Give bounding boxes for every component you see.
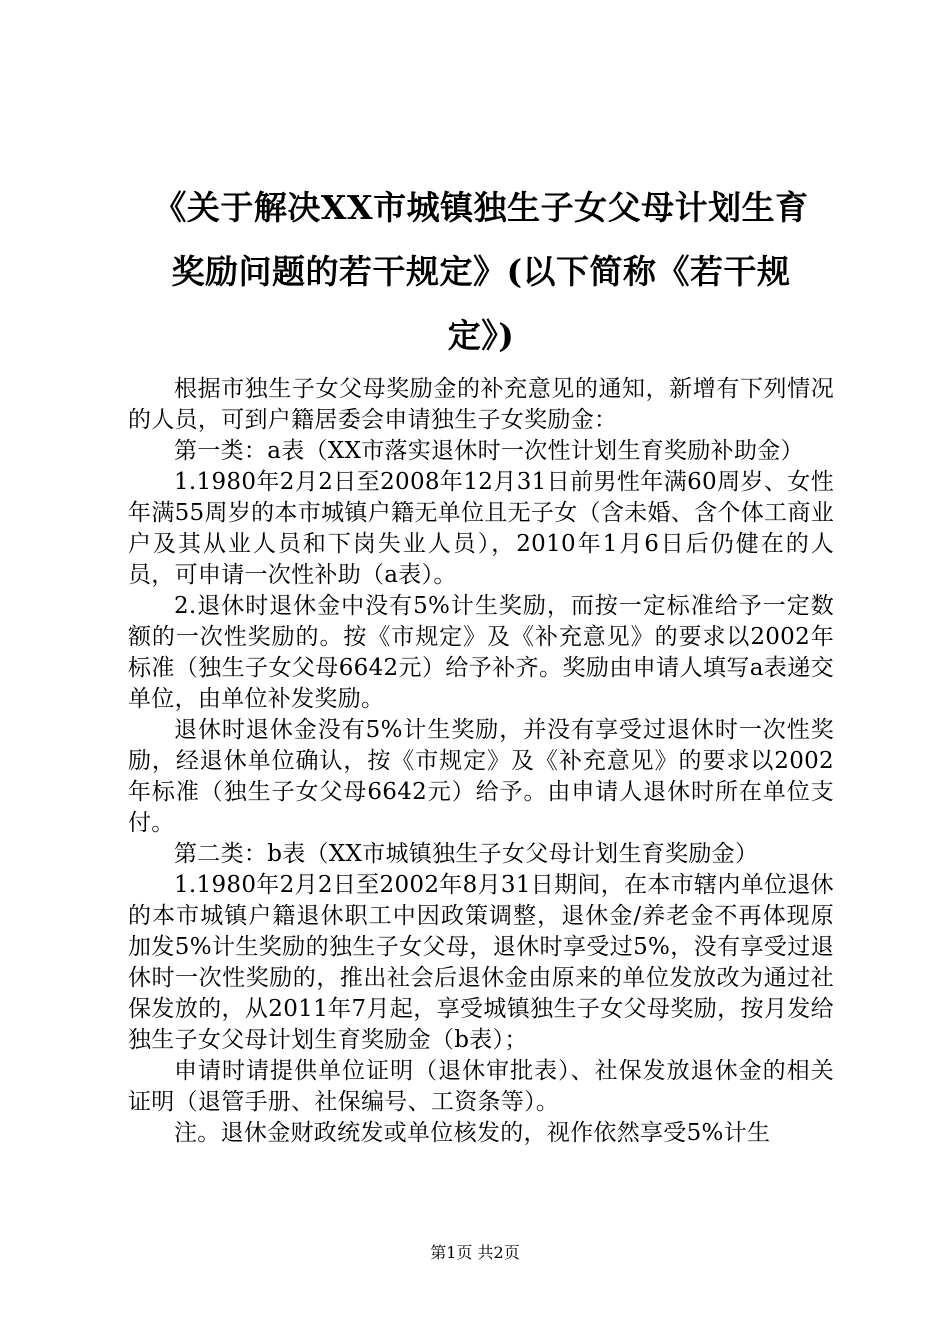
title-line-1: 《关于解决XX市城镇独生子女父母计划生育	[153, 188, 809, 227]
paragraph-note: 注。退休金财政统发或单位核发的，视作依然享受5%计生	[174, 1120, 771, 1146]
document-body	[128, 374, 834, 1149]
paragraph-item-2-note: 退休时退休金没有5%计生奖励，并没有享受过退休时一次性奖励，经退休单位确认，按《市规定》及《补充意见》的要求以2002年标准（独生子女父母6642元）给予。由申请人退休时所在单位支付。	[128, 717, 834, 836]
paragraph-category-one: 第一类：a表（XX市落实退休时一次性计划生育奖励补助金）	[174, 438, 804, 464]
document-page	[128, 176, 834, 1149]
page-number: 第1页 共2页	[430, 1243, 520, 1262]
paragraph-intro: 根据市独生子女父母奖励金的补充意见的通知，新增有下列情况的人员，可到户籍居委会申请独生子女奖励金：	[128, 376, 834, 433]
title-line-2: 奖励问题的若干规定》(以下简称《若干规	[171, 252, 791, 291]
paragraph-item-1: 1.1980年2月2日至2008年12月31日前男性年满60周岁、女性年满55周岁的本市城镇户籍无单位且无子女（含未婚、含个体工商业户及其从业人员和下岗失业人员），2010年1月6日后仍健在的人员，可申请一次性补助（a表）。	[128, 469, 834, 588]
paragraph-item-2: 2.退休时退休金中没有5%计生奖励，而按一定标准给予一定数额的一次性奖励的。按《市规定》及《补充意见》的要求以2002年标准（独生子女父母6642元）给予补齐。奖励由申请人填写a表递交单位，由单位补发奖励。	[128, 593, 834, 712]
page-footer	[0, 1240, 950, 1263]
title-line-3: 定》)	[447, 316, 515, 355]
paragraph-category-two: 第二类：b表（XX市城镇独生子女父母计划生育奖励金）	[174, 841, 759, 867]
document-title	[128, 176, 834, 368]
paragraph-item-b1: 1.1980年2月2日至2002年8月31日期间，在本市辖内单位退休的本市城镇户籍退休职工中因政策调整，退休金/养老金不再体现原加发5%计生奖励的独生子女父母，退休时享受过5%，没有享受过退休时一次性奖励的，推出社会后退休金由原来的单位发放改为通过社保发放的，从2011年7月起，享受城镇独生子女父母奖励，按月发给独生子女父母计划生育奖励金（b表）；	[128, 872, 834, 1053]
paragraph-application: 申请时请提供单位证明（退休审批表）、社保发放退休金的相关证明（退管手册、社保编号、工资条等）。	[128, 1058, 834, 1115]
